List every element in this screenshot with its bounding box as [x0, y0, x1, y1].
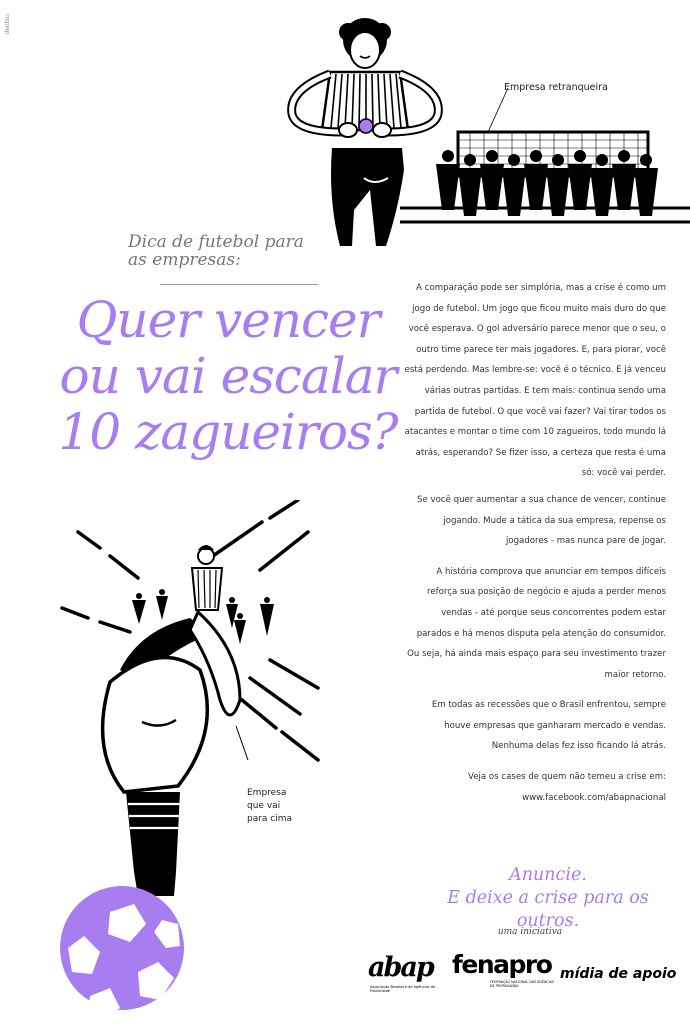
media-support-label: mídia de apoio [560, 966, 677, 982]
headline-line: 10 zagueiros? [58, 403, 398, 461]
defense-company-label: Empresa retranqueira [504, 82, 608, 93]
body-paragraph: A comparação pode ser simplória, mas a crise é como um jogo de futebol. Um jogo que ficou muito mais duro do que você esperava. O gol adversário parece menor que o seu, o outro time parece ter mais jogadores. E, para piorar, você está perdendo. Mas lembre-se: você é o técnico. E já venceu várias outras partidas. E tem mais: continua sendo uma partida de futebol. O que você vai fazer? Vai tirar todos os atacantes e montar o time com 10 zagueiros, todo mundo lá atrás, esperando? Se fizer isso, a certeza que resta é uma só: você vai perder. [404, 283, 666, 479]
goalkeeper-illustration [270, 10, 690, 260]
abap-logo-wordmark: abap [368, 952, 433, 983]
abap-logo-subtitle: Associação Brasileira de Agências de Publicidade [370, 985, 435, 993]
rising-company-line: para cima [247, 814, 293, 824]
kicking-player-illustration [50, 500, 350, 1024]
rising-company-line: Empresa [247, 788, 287, 798]
kicker-line: Dica de futebol para [128, 232, 304, 252]
abap-logo [368, 952, 448, 998]
slogan-line: E deixe a crise para os outros. [447, 888, 649, 931]
rising-company-label [247, 787, 317, 826]
slogan [430, 864, 666, 933]
fenapro-logo [452, 950, 556, 998]
kicker-divider [160, 284, 318, 285]
slogan-line: Anuncie. [509, 865, 587, 885]
kicker-line: as empresas: [128, 250, 241, 270]
body-paragraph: Se você quer aumentar a sua chance de vencer, continue jogando. Mude a tática da sua empresa, repense os jogadores - mas nunca pare de jogar. [417, 494, 666, 547]
fenapro-logo-subtitle: FEDERAÇÃO NACIONAL DAS AGÊNCIAS DE PROPAGANDA [490, 980, 555, 988]
body-paragraph: Veja os cases de quem não temeu a crise em: [468, 772, 666, 783]
fenapro-logo-wordmark: fenapro [452, 950, 552, 979]
body-paragraph: Em todas as recessões que o Brasil enfrentou, sempre houve empresas que ganharam mercado e vendas. Nenhuma delas fez isso ficando lá atrás. [431, 700, 666, 752]
body-paragraph: A história comprova que anunciar em tempos difíceis reforça sua posição de negócio e ajuda a perder menos vendas - até porque seus concorrentes podem estar parados e há menos disputa pela atenção do consumidor. Ou seja, há ainda mais espaço para seu investimento trazer maior retorno. [407, 566, 666, 680]
campaign-link[interactable]: www.facebook.com/abapnacional [522, 792, 666, 803]
agency-credit: dentsu [4, 14, 11, 35]
initiative-label: uma iniciativa [497, 927, 563, 937]
headline-line: ou vai escalar [59, 347, 397, 405]
headline [18, 292, 438, 460]
rising-company-line: que vai [247, 801, 281, 811]
headline-line: Quer vencer [76, 291, 380, 349]
body-copy [404, 278, 666, 818]
kicker-text [128, 233, 328, 269]
